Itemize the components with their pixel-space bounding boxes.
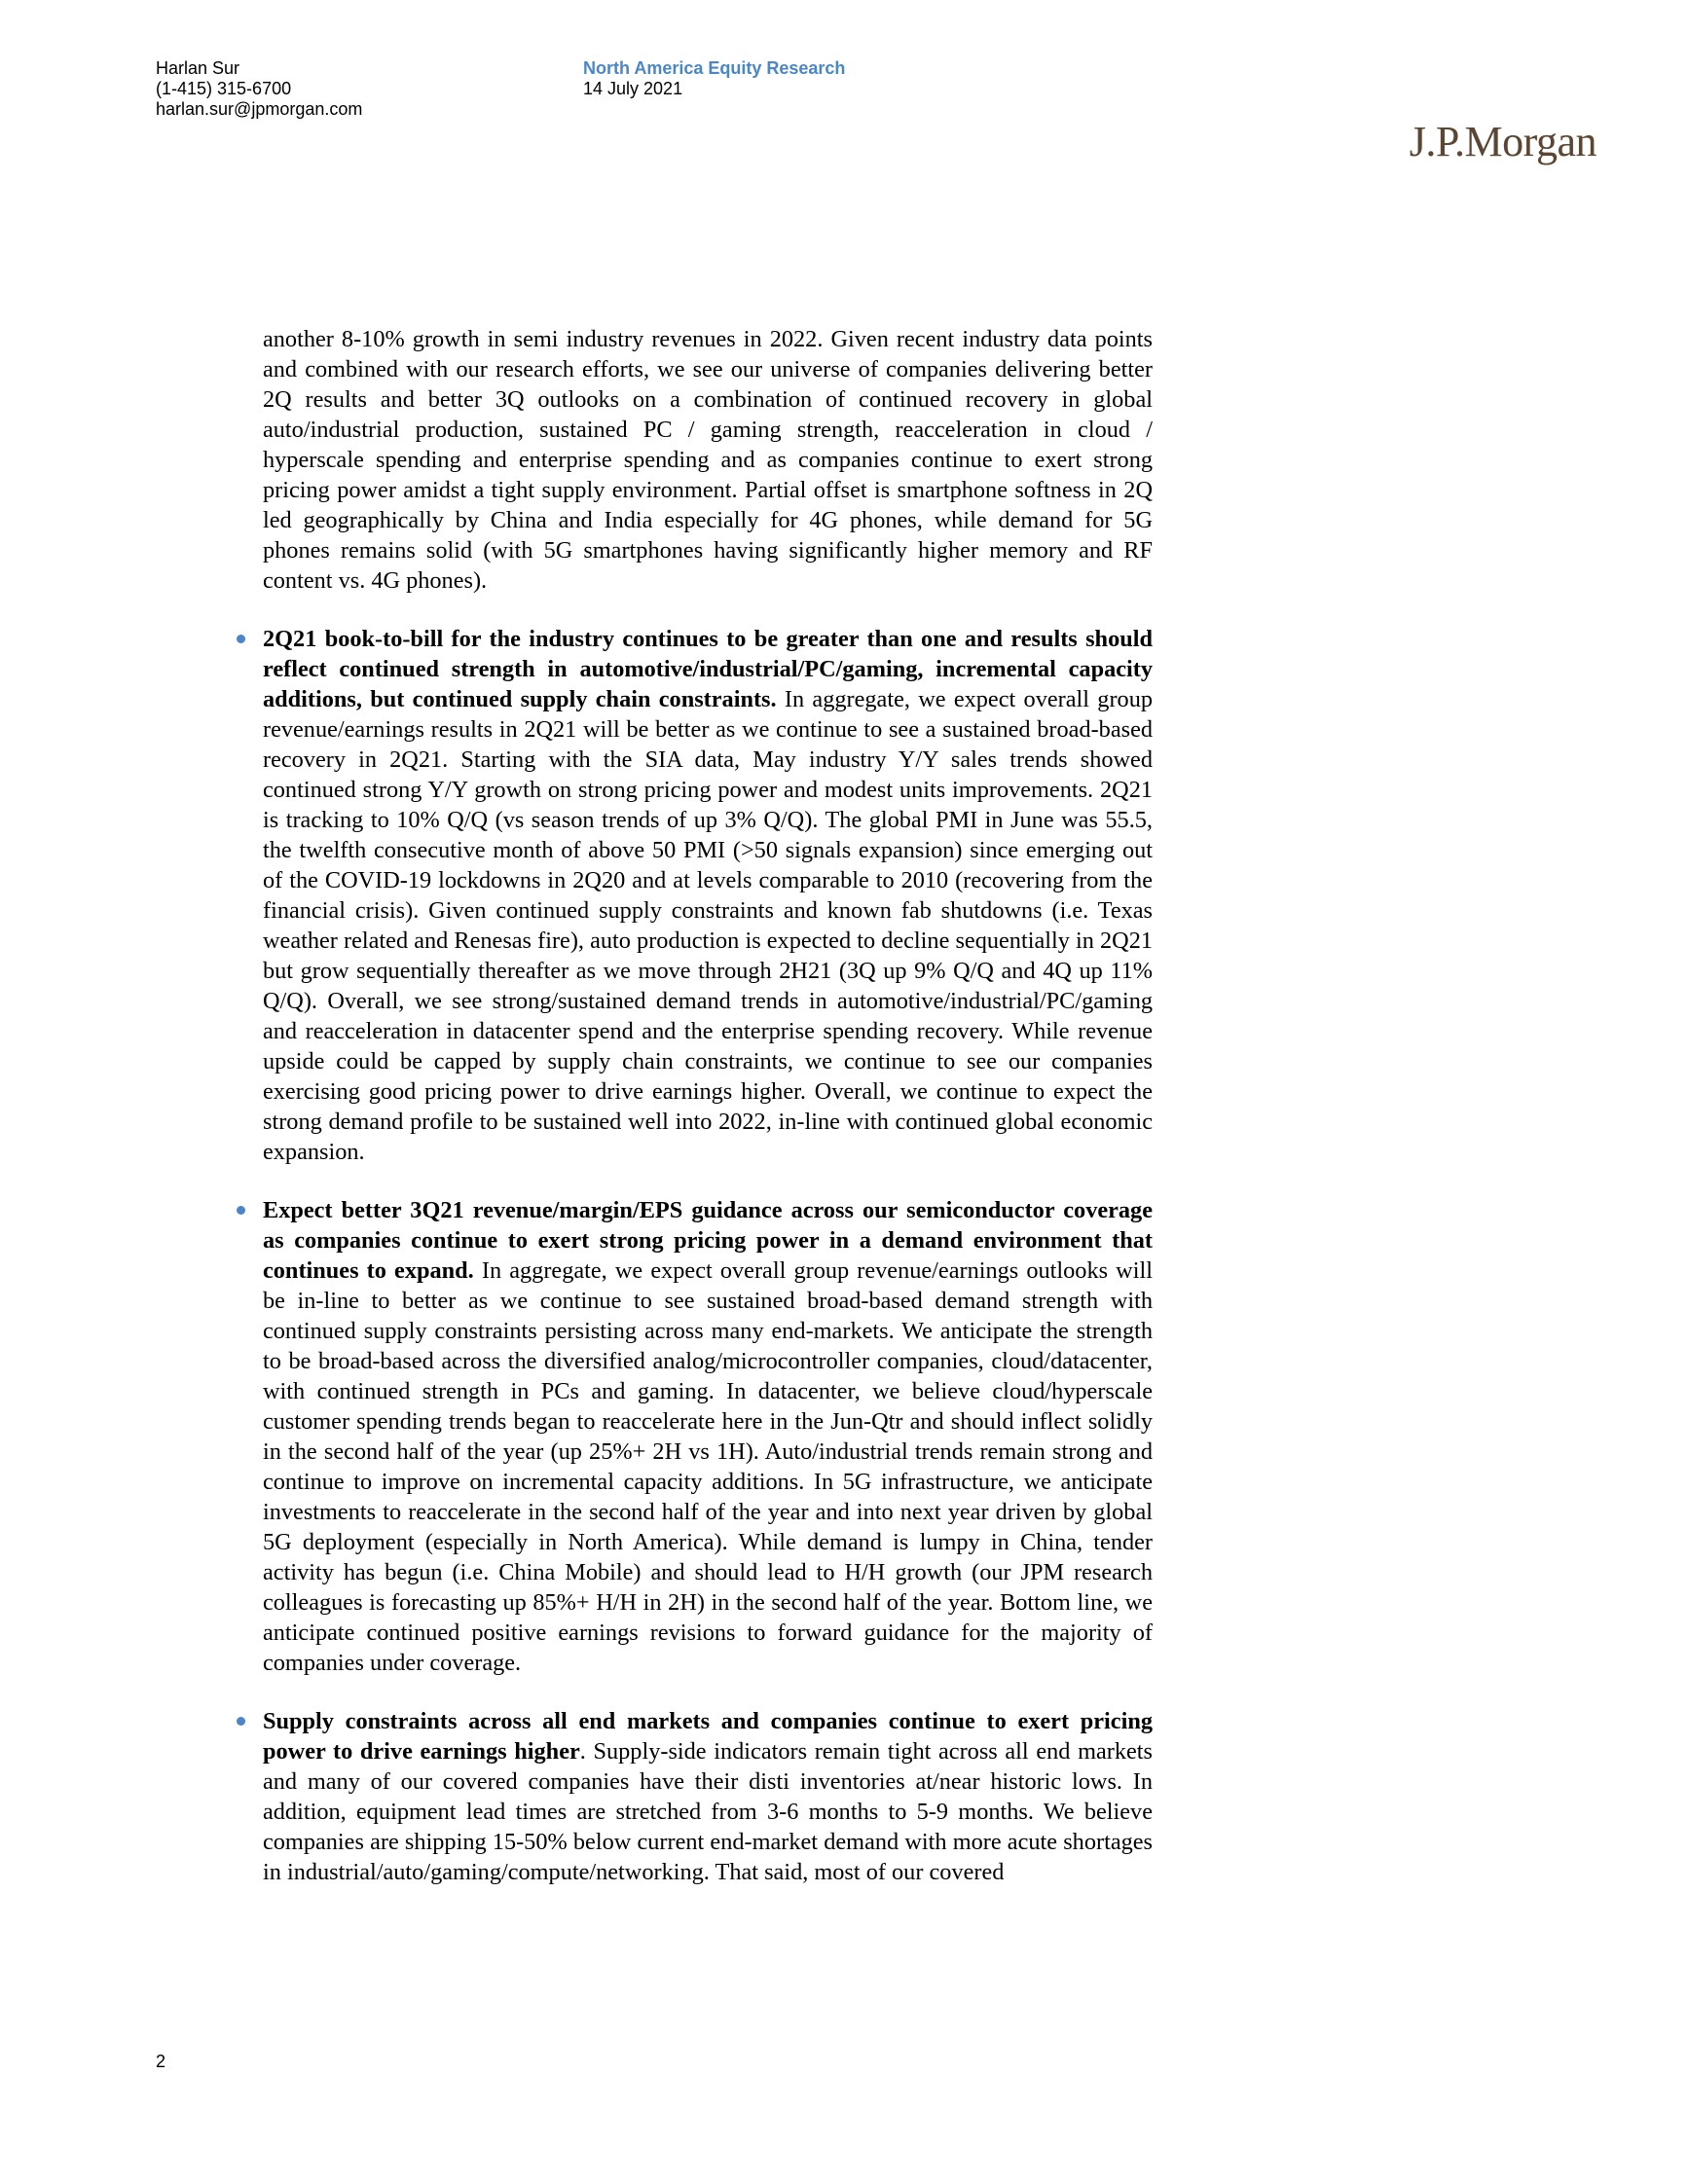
main-body xyxy=(263,324,1153,1887)
analyst-email: harlan.sur@jpmorgan.com xyxy=(156,99,363,119)
bullet-dot-icon xyxy=(237,1206,245,1215)
bullet-list xyxy=(263,624,1153,1887)
report-info-block xyxy=(583,58,845,99)
report-date: 14 July 2021 xyxy=(583,79,683,98)
page-number: 2 xyxy=(156,2052,166,2071)
bullet-item xyxy=(263,1706,1153,1887)
bullet-item xyxy=(263,624,1153,1167)
bullet-dot-icon xyxy=(237,635,245,643)
bullet-text: In aggregate, we expect overall group revenue/earnings results in 2Q21 will be better as we continue to see a sustained broad-based recovery in 2Q21. Starting with the SIA data, May industry Y/Y sales trends showed continued strong Y/Y growth on strong pricing power and modest units improvements. 2Q21 is tracking to 10% Q/Q (vs season trends of up 3% Q/Q). The global PMI in June was 55.5, the twelfth consecutive month of above 50 PMI (>50 signals expansion) since emerging out of the COVID-19 lockdowns in 2Q20 and at levels comparable to 2010 (recovering from the financial crisis). Given continued supply constraints and known fab shutdowns (i.e. Texas weather related and Renesas fire), auto production is expected to decline sequentially in 2Q21 but grow sequentially thereafter as we move through 2H21 (3Q up 9% Q/Q and 4Q up 11% Q/Q). Overall, we see strong/sustained demand trends in automotive/industrial/PC/gaming and reacceleration in datacenter spend and the enterprise spending recovery. While revenue upside could be capped by supply chain constraints, we continue to see our companies exercising good pricing power to drive earnings higher. Overall, we continue to expect the strong demand profile to be sustained well into 2022, in-line with continued global economic expansion. xyxy=(263,686,1153,1165)
intro-paragraph: another 8-10% growth in semi industry revenues in 2022. Given recent industry data points and combined with our research efforts, we see our universe of companies delivering better 2Q results and better 3Q outlooks on a combination of continued recovery in global auto/industrial production, sustained PC / gaming strength, reacceleration in cloud / hyperscale spending and enterprise spending and as companies continue to exert strong pricing power amidst a tight supply environment. Partial offset is smartphone softness in 2Q led geographically by China and India especially for 4G phones, while demand for 5G phones remains solid (with 5G smartphones having significantly higher memory and RF content vs. 4G phones). xyxy=(263,326,1153,594)
bullet-item xyxy=(263,1195,1153,1678)
department-title: North America Equity Research xyxy=(583,58,846,78)
bullet-lead: Supply constraints across all end markets and companies continue to exert pricing power to drive earnings higher xyxy=(263,1708,1153,1765)
analyst-name: Harlan Sur xyxy=(156,58,240,78)
analyst-phone: (1-415) 315-6700 xyxy=(156,79,292,98)
jpmorgan-logo: J.P.Morgan xyxy=(1409,118,1596,165)
bullet-dot-icon xyxy=(237,1717,245,1726)
bullet-lead: Expect better 3Q21 revenue/margin/EPS guidance across our semiconductor coverage as companies continue to exert strong pricing power in a demand environment that continues to expand. xyxy=(263,1197,1153,1284)
bullet-text: . Supply-side indicators remain tight across all end markets and many of our covered companies have their disti inventories at/near historic lows. In addition, equipment lead times are stretched from 3-6 months to 5-9 months. We believe companies are shipping 15-50% below current end-market demand with more acute shortages in industrial/auto/gaming/compute/networking. That said, most of our covered xyxy=(263,1738,1153,1885)
bullet-lead: 2Q21 book-to-bill for the industry continues to be greater than one and results should reflect continued strength in automotive/industrial/PC/gaming, incremental capacity additions, but continued supply chain constraints. xyxy=(263,626,1153,712)
analyst-contact-block xyxy=(156,58,362,120)
bullet-text: In aggregate, we expect overall group revenue/earnings outlooks will be in-line to better as we continue to see sustained broad-based demand strength with continued supply constraints persisting across many end-markets. We anticipate the strength to be broad-based across the diversified analog/microcontroller companies, cloud/datacenter, with continued strength in PCs and gaming. In datacenter, we believe cloud/hyperscale customer spending trends began to reaccelerate here in the Jun-Qtr and should inflect solidly in the second half of the year (up 25%+ 2H vs 1H). Auto/industrial trends remain strong and continue to improve on incremental capacity additions. In 5G infrastructure, we anticipate investments to reaccelerate in the second half of the year and into next year driven by global 5G deployment (especially in North America). While demand is lumpy in China, tender activity has begun (i.e. China Mobile) and should lead to H/H growth (our JPM research colleagues is forecasting up 85%+ H/H in 2H) in the second half of the year. Bottom line, we anticipate continued positive earnings revisions to forward guidance for the majority of companies under coverage. xyxy=(263,1257,1153,1676)
